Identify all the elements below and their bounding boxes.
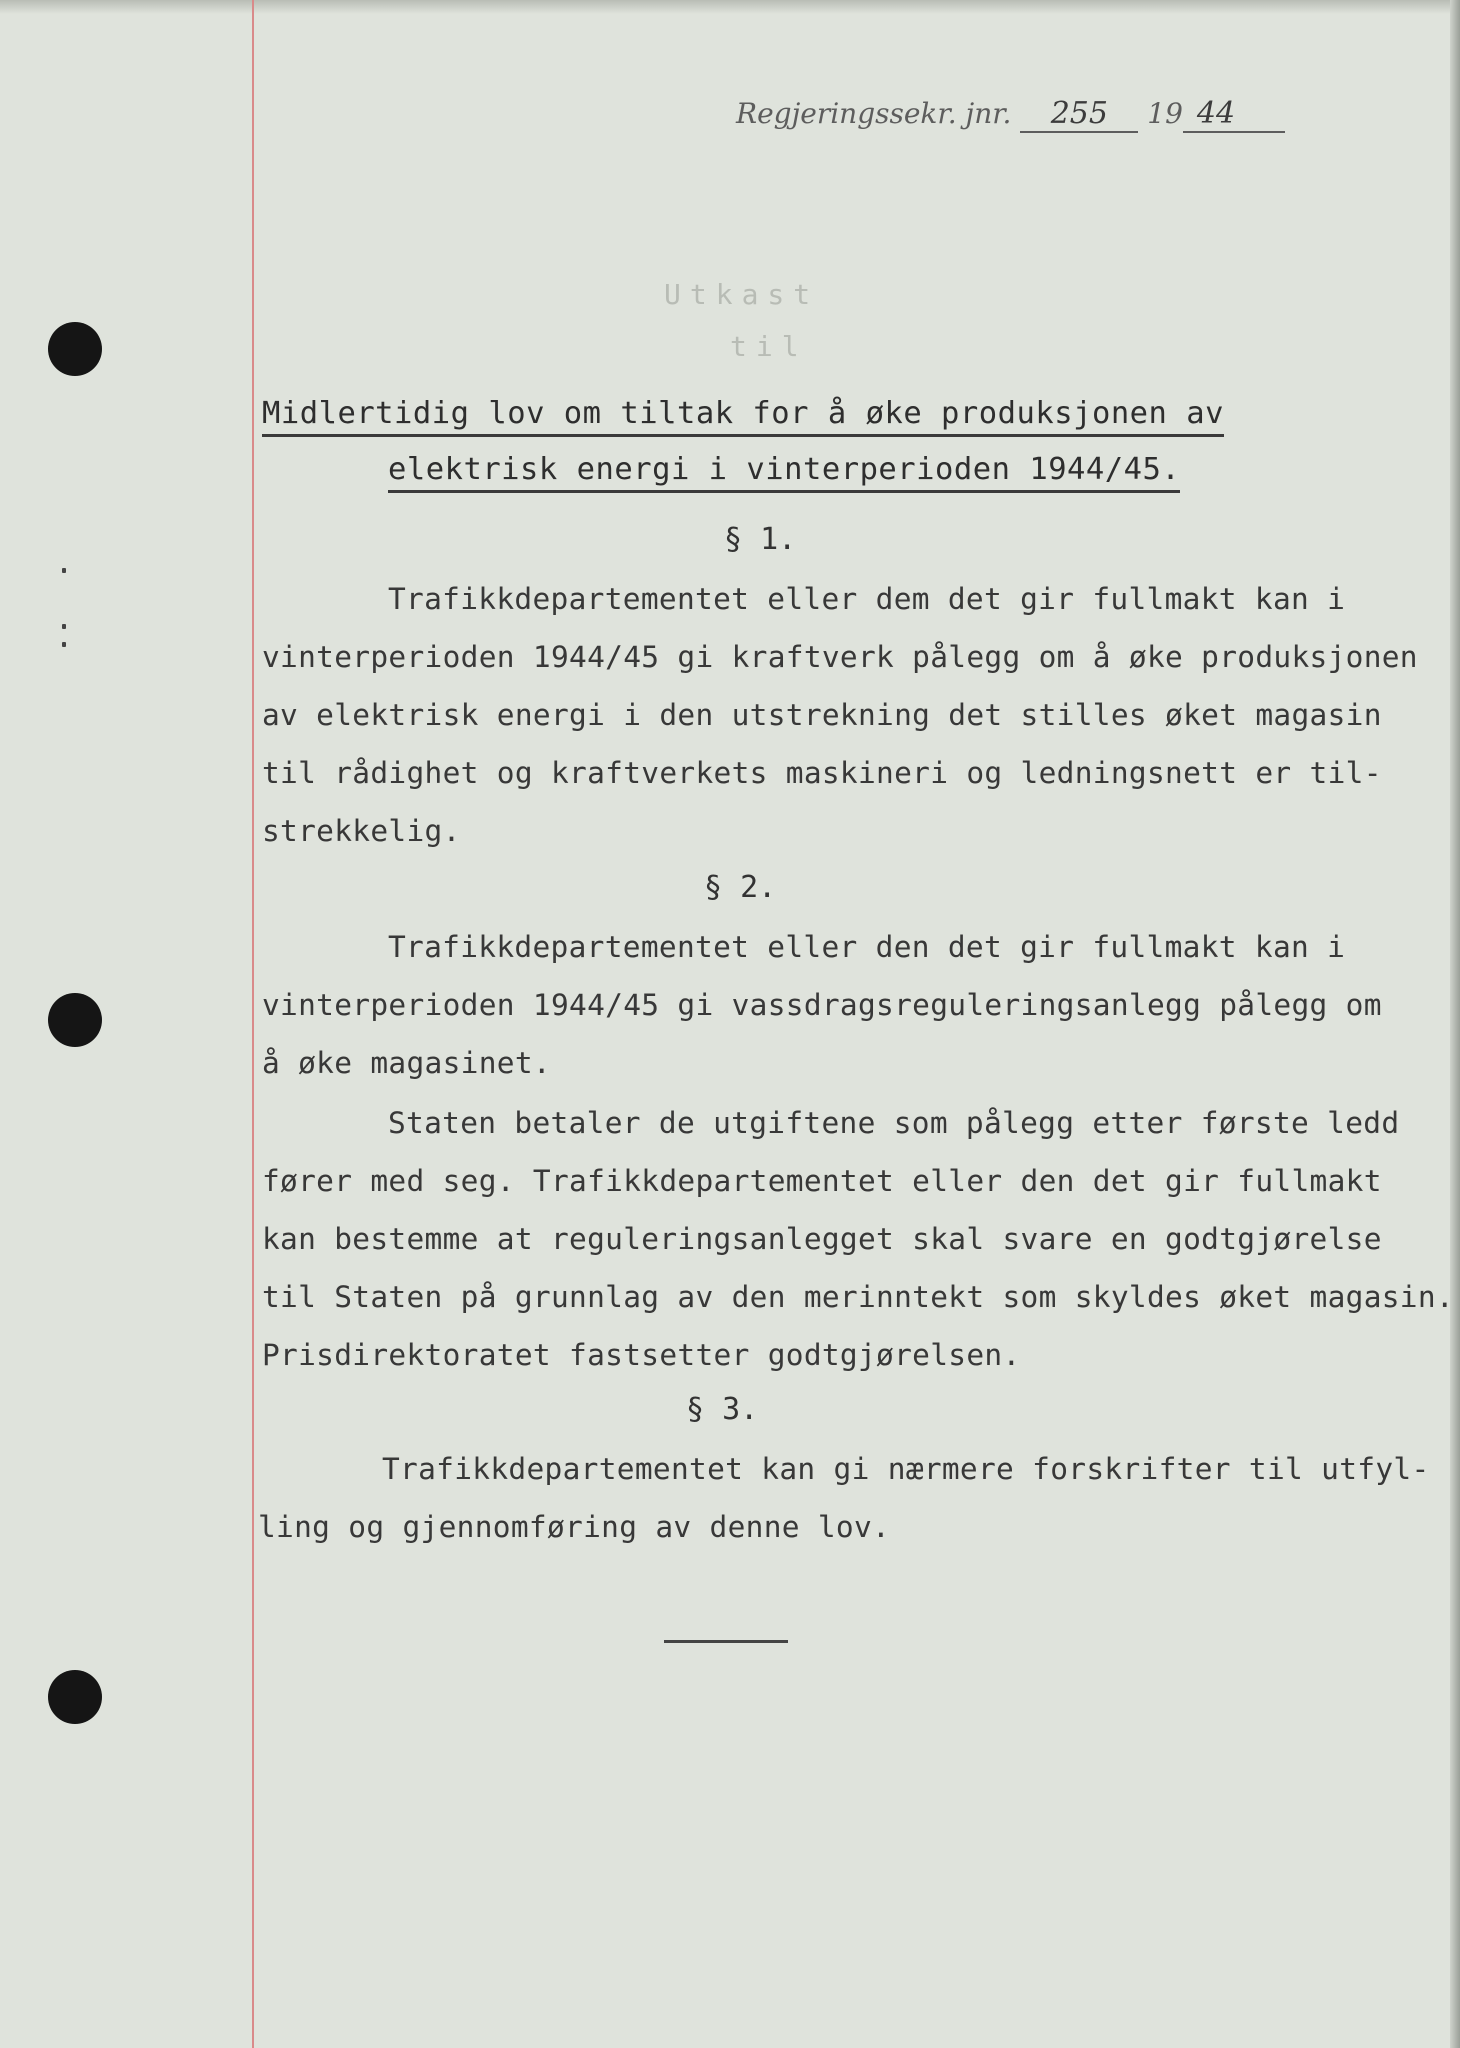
section-2-line-3: å øke magasinet. [262, 1046, 551, 1080]
faded-heading-utkast: Utkast [664, 278, 820, 311]
journal-number: 255 [1020, 96, 1138, 133]
document-title-line-2: elektrisk energi i vinterperioden 1944/45. [388, 452, 1180, 493]
journal-year-suffix: 44 [1183, 96, 1285, 133]
margin-speck [62, 642, 66, 647]
punch-hole-bottom [48, 1670, 102, 1724]
margin-speck [62, 568, 66, 573]
section-1-line-5: strekkelig. [262, 814, 461, 848]
section-2-line-8: Prisdirektoratet fastsetter godtgjørelsen. [262, 1338, 1021, 1372]
closing-rule [664, 1640, 788, 1643]
section-2-line-4: Staten betaler de utgiftene som pålegg etter første ledd [388, 1106, 1400, 1140]
document-title-line-1: Midlertidig lov om tiltak for å øke produksjonen av [262, 396, 1224, 437]
faded-heading-til: til [730, 330, 808, 363]
section-2-line-2: vinterperioden 1944/45 gi vassdragsreguleringsanlegg pålegg om [262, 988, 1382, 1022]
punch-hole-middle [48, 993, 102, 1047]
journal-year-prefix: 19 [1147, 97, 1183, 130]
section-1-line-3: av elektrisk energi i den utstrekning det stilles øket magasin [262, 698, 1382, 732]
section-2-line-6: kan bestemme at reguleringsanlegget skal svare en godtgjørelse [262, 1222, 1382, 1256]
section-3-line-1: Trafikkdepartementet kan gi nærmere forskrifter til utfyl- [382, 1452, 1430, 1486]
section-2-line-7: til Staten på grunnlag av den merinntekt som skyldes øket magasin. [262, 1280, 1454, 1314]
section-3-heading: § 3. [686, 1392, 759, 1427]
scan-top-shadow [0, 0, 1460, 14]
section-3-line-2: ling og gjennomføring av denne lov. [258, 1510, 891, 1544]
journal-prefix: Regjeringssekr. jnr. [736, 97, 1012, 130]
margin-speck [62, 624, 66, 629]
section-2-heading: § 2. [704, 870, 777, 905]
scan-edge-shadow [1450, 0, 1460, 2048]
section-1-line-1: Trafikkdepartementet eller dem det gir fullmakt kan i [388, 582, 1346, 616]
section-2-line-5: fører med seg. Trafikkdepartementet eller den det gir fullmakt [262, 1164, 1382, 1198]
section-1-heading: § 1. [724, 522, 797, 557]
journal-number-note [736, 96, 1285, 133]
section-2-line-1: Trafikkdepartementet eller den det gir fullmakt kan i [388, 930, 1346, 964]
red-margin-line [252, 0, 254, 2048]
punch-hole-top [48, 322, 102, 376]
section-1-line-2: vinterperioden 1944/45 gi kraftverk pålegg om å øke produksjonen [262, 640, 1418, 674]
section-1-line-4: til rådighet og kraftverkets maskineri og ledningsnett er til- [262, 756, 1382, 790]
